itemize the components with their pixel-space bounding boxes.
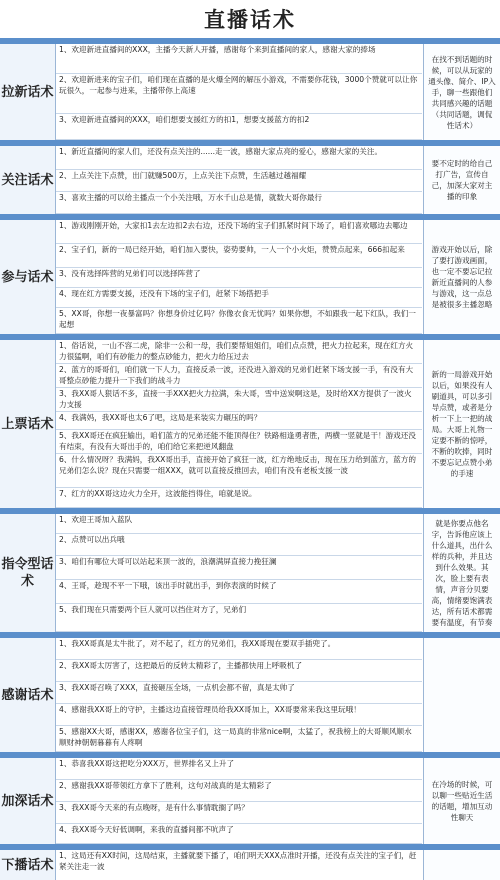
- list-item: 3、欢迎新进直播间的XXX，咱们想要支援红方的扣1，想要支援蓝方的扣2: [56, 114, 422, 140]
- list-item: 4、现在红方需要支援，还没有下场的宝子们，赶紧下场搭把手: [56, 288, 422, 308]
- list-item: 3、我XX哥今天来的有点晚呀，是有什么事情耽搁了吗？: [56, 802, 422, 824]
- section-laxin: [0, 44, 500, 140]
- category-label: 感谢话术: [0, 638, 56, 752]
- section-guanzhu: [0, 146, 500, 214]
- list-item: 3、没有选择阵营的兄弟们可以选择阵营了: [56, 268, 422, 288]
- list-item: 2、感谢我XX哥带领红方拿下了胜利，这句对战真的是太精彩了: [56, 780, 422, 802]
- list-item: 1、欢迎新进直播间的XXX，主播今天新人开播，感谢每个来到直播间的家人，感谢大家的捧场: [56, 44, 422, 74]
- category-label: 拉新话术: [0, 44, 56, 140]
- list-item: 1、新近直播间的家人们，还没有点关注的......走一波，感谢大家点亮的爱心，感谢大家的关注。: [56, 146, 422, 170]
- list-item: 1、我XX哥真是太牛批了，对不起了，红方的兄弟们，我XX哥现在要双手插兜了。: [56, 638, 422, 660]
- category-label: 加深话术: [0, 758, 56, 844]
- list-item: 1、游戏刚刚开始，大家扣1去左边扣2去右边，还没下场的宝子们抓紧时间下场了，咱们喜欢哪边去哪边: [56, 220, 422, 244]
- list-item: 3、我XX哥召唤了XXX，直接砸压全场，一点机会都不留，真是太帅了: [56, 682, 422, 704]
- section-ganxie: [0, 638, 500, 752]
- list-item: 5、XX哥，你想一夜暴富吗？你想身价过亿吗？你像衣食无忧吗？如果你想，不如跟我一起下红队，我们一起想: [56, 308, 422, 334]
- section-zhiling: [0, 514, 500, 632]
- category-label: 指令型话术: [0, 514, 56, 632]
- list-item: 4、我XX哥今天好低调啊，来我的直播间都不吭声了: [56, 824, 422, 844]
- section-xiabo: [0, 850, 500, 880]
- section-note: 就是你要点他名字，告诉他应该上什么道具，出什么样的兵种，并且达到什么效果。其次，脸上要有表情，声音分贝要高，情绪要饱满表达，所有话术都需要有温度，有节奏: [423, 514, 500, 632]
- page-title: 直播话术: [0, 0, 500, 38]
- list-item: 3、我XX哥人狠话不多，直接一手XXX把火力拉满，朱大哥，雪中送炭啊这是，及时给XX方提供了一波火力支援: [56, 388, 422, 412]
- list-item: 2、蓝方的哥哥们，咱们就一下人力，直接反杀一波，还没进入游戏的兄弟们赶紧下场支援一手，有没有大哥整点砂能力提升一下我们的战斗力: [56, 364, 422, 388]
- list-item: 2、宝子们，新的一局已经开始，咱们加入要快，姿势要帅，一人一个小火炬，赞赞点起来，666扣起来: [56, 244, 422, 268]
- section-jiashen: [0, 758, 500, 844]
- list-item: 4、王哥，趁现不平一下哦，该出手时就出手，到你表演的时候了: [56, 580, 422, 604]
- section-note: 在冷场的时候，可以聊一些贴近生活的话题，增加互动性聊天: [423, 758, 500, 844]
- section-canyu: [0, 220, 500, 334]
- list-item: 6、什么情况呀？我满妈，我XX哥出手，直接开始了疯狂一波，红方绝地反击，现在压力给到蓝方，蓝方的兄弟们怎么说？现在只需要一组XXX，就可以直接反推回去，咱们有没有老板支援一波: [56, 454, 422, 488]
- list-item: 5、感谢XX大哥，感谢XX，感谢各位宝子们，这一局真的非常nice啊，太猛了，祝我榜上的大哥顺风顺水顺财神朝朝暮暮有人疼啊: [56, 726, 422, 752]
- section-note: [423, 638, 500, 752]
- list-item: 3、咱们有哪位大哥可以站起来顶一波的，浪潮满屏直接力挽狂澜: [56, 556, 422, 580]
- list-item: 2、上点关注下点赞，出门就赚500万，上点关注下点赞，生活越过越福耀: [56, 170, 422, 192]
- category-label: 下播话术: [0, 850, 56, 880]
- section-shangpiao: [0, 340, 500, 508]
- list-item: 1、这局还有XX时间，这局结束，主播就要下播了，咱们明天XXX点准时开播，还没有点关注的宝子们，赶紧关注走一波: [59, 851, 417, 871]
- category-label: 参与话术: [0, 220, 56, 334]
- list-item: 5、我XX哥还在疯狂输出，咱们蓝方的兄弟还能不能顶得住？铁路相逢勇者胜，两横一竖就是干！游戏还没有结束，有没有大哥出手的，咱们给它来把逆风翻盘: [56, 430, 422, 454]
- list-item: 2、欢迎新进来的宝子们，咱们现在直播的是火爆全网的解压小游戏，不需要你花钱，3000个赞就可以让你玩很久，一起参与进来，主播带你上高速: [56, 74, 422, 114]
- section-note: 游戏开始以后，除了要打游戏画面，也一定不要忘记拉新近直播间的人参与游戏，这一点总是被很多主播忽略: [423, 220, 500, 334]
- section-note: 在找不到话题的时候，可以从玩家的通头像、简介、IP入手，聊一些跟他们共同感兴趣的话题（共同话题，调侃性话术）: [423, 44, 500, 140]
- list-item: 7、红方的XX哥这边火力全开，这波能挡得住，咱就是说。: [56, 488, 422, 508]
- list-item: 1、俗话说，一山不容二虎，除非一公和一母，我们要帮姐姐们，咱们点点赞，把火力拉起来，现在红方火力很猛啊，咱们有砂能力的整点砂能力，把火力给压过去: [56, 340, 422, 364]
- list-item: 1、欢迎王哥加入蓝队: [56, 514, 422, 534]
- list-item: 4、感谢我XX哥上的守护，主播这边直接管理员给我XX哥加上，XX哥要常来我这里玩哦！: [56, 704, 422, 726]
- list-item: 3、喜欢主播的可以给主播点一个小关注哦，万水千山总是情，就数大哥你最行: [56, 192, 422, 214]
- list-item: 1、恭喜我XX哥这把吃分XXX万，世界排名又上升了: [56, 758, 422, 780]
- list-item: 2、点赞可以出兵哦: [56, 534, 422, 556]
- section-note: [423, 850, 500, 880]
- category-label: 上票话术: [0, 340, 56, 508]
- list-item: 5、我们现在只需要两个巨人就可以挡住对方了，兄弟们: [56, 604, 422, 632]
- list-item: 2、我XX哥太厉害了，这把最后的反转太精彩了，主播都快用上呼吸机了: [56, 660, 422, 682]
- list-item: 4、我满妈，我XX哥也太6了吧，这局是来装实力碾压的吗？: [56, 412, 422, 430]
- section-note: 要不定时的给自己打广告，宣传自己，加深大家对主播的印象: [423, 146, 500, 214]
- section-note: 新的一局游戏开始以后，如果没有人刷道具，可以多引导点赞，或者是分析一下上一把的战局。大哥上礼物一定要不断的惊呼，不断的吹捧，同时不要忘记点赞小弟的手速: [423, 340, 500, 508]
- category-label: 关注话术: [0, 146, 56, 214]
